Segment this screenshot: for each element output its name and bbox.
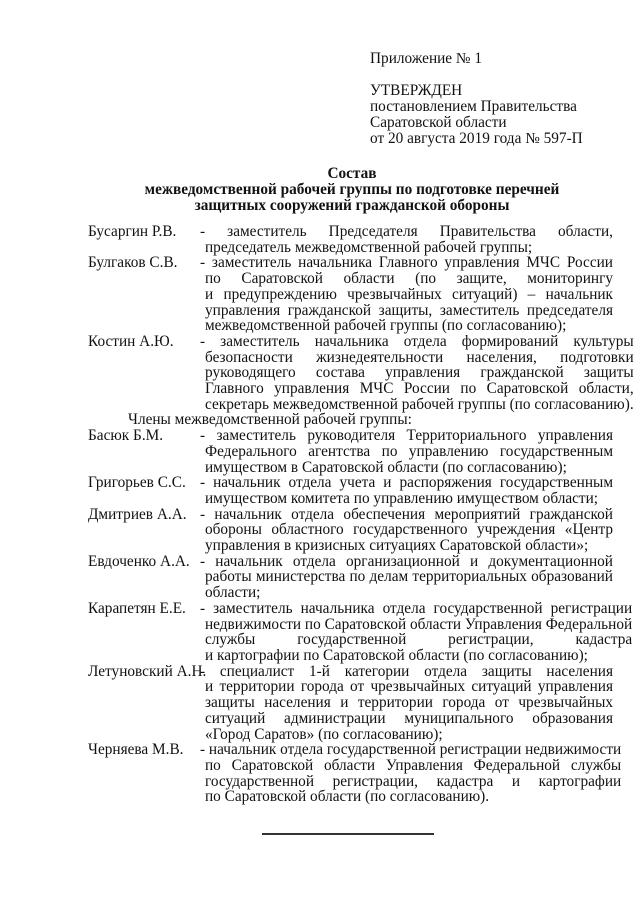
person-name: Черняева М.В. (88, 741, 184, 759)
person-name: Григорьев С.С. (88, 474, 186, 492)
person-name: Карапетян Е.Е. (88, 599, 186, 617)
role-line: Главного управления МЧС России по Саратовской области, (205, 380, 634, 398)
person-name: Костин А.Ю. (88, 332, 174, 350)
role-line: - начальник отдела учета и распоряжения государственным (200, 474, 613, 492)
person-role (200, 254, 613, 335)
person-role (200, 332, 634, 413)
person-name: Дмитриев А.А. (88, 505, 187, 523)
role-line: и предупреждению чрезвычайных ситуаций) – начальник (205, 285, 613, 303)
role-line: службы государственной регистрации, кадастра (205, 631, 633, 649)
role-line: - заместитель начальника Главного управления МЧС России (200, 254, 613, 272)
role-line: и картографии по Саратовской области (по согласованию); (205, 646, 588, 664)
person-entry (88, 664, 613, 743)
approval-block (370, 83, 583, 147)
role-line: работы министерства по делам территориальных образований (205, 568, 613, 586)
person-role (200, 505, 613, 555)
role-line: - заместитель Председателя Правительства области, (200, 223, 613, 240)
members-heading: Члены межведомственной рабочей группы: (128, 411, 412, 429)
person-role (200, 552, 613, 602)
role-line: - заместитель руководителя Территориального управления (200, 427, 613, 445)
person-name: Летуновский А.Н. (88, 662, 207, 680)
role-line: защиты населения и территории города от чрезвычайных (205, 694, 613, 712)
person-entry (88, 741, 622, 806)
role-line: - начальник отдела государственной регистрации недвижимости (200, 741, 622, 759)
person-entry (88, 475, 613, 506)
approval-line: Саратовской области (370, 114, 507, 131)
role-line: секретарь межведомственной рабочей группы (по согласованию). (205, 395, 634, 413)
person-entry (88, 507, 613, 554)
title-line: защитных сооружений гражданской обороны (194, 197, 510, 214)
composition-list (88, 223, 634, 806)
role-line: - начальник отдела обеспечения мероприятий гражданской (200, 505, 613, 523)
person-role (200, 741, 622, 806)
role-line: безопасности жизнедеятельности населения, подготовки (205, 348, 634, 366)
role-line: обороны областного государственного учреждения «Центр (205, 521, 613, 539)
role-line: области; (205, 584, 261, 602)
role-line: - заместитель начальника отдела государственной регистрации (200, 599, 633, 617)
approval-line: УТВЕРЖДЕН (370, 82, 463, 99)
person-role (200, 474, 613, 507)
role-line: ситуаций администрации муниципального образования (205, 709, 613, 727)
title-line: межведомственной рабочей группы по подготовке перечней (144, 181, 560, 198)
document-title (0, 166, 640, 214)
appendix-label: Приложение № 1 (370, 50, 482, 67)
person-entry (88, 224, 613, 255)
person-role (200, 599, 633, 664)
role-line: - специалист 1-й категории отдела защиты населения (200, 662, 613, 680)
role-line: - заместитель начальника отдела формирований культуры (200, 332, 634, 350)
person-entry (88, 554, 613, 601)
person-role (200, 662, 613, 743)
role-line: «Город Саратов» (по согласованию); (205, 725, 443, 743)
role-line: - начальник отдела организационной и документационной (200, 552, 613, 570)
person-entry (88, 255, 613, 334)
person-entry (88, 599, 633, 664)
role-line: управления в кризисных ситуациях Саратовской области»; (205, 537, 589, 555)
person-entry (88, 332, 634, 413)
person-name: Булгаков С.В. (88, 254, 178, 272)
role-line: недвижимости по Саратовской области Управления Федеральной (205, 615, 633, 633)
title-line: Состав (327, 165, 377, 182)
role-line: Федерального агентства по управлению государственным (205, 442, 613, 460)
approval-line: постановлением Правительства (370, 98, 577, 115)
role-line: межведомственной рабочей группы (по согласованию); (205, 317, 567, 335)
role-line: государственной регистрации, кадастра и картографии (205, 772, 622, 790)
person-name: Басюк Б.М. (88, 427, 164, 445)
role-line: по Саратовской области (по согласованию). (205, 788, 490, 806)
person-name: Бусаргин Р.В. (88, 223, 177, 240)
person-name: Евдоченко А.А. (88, 552, 190, 570)
role-line: руководящего состава управления гражданской защиты (205, 364, 634, 382)
closing-rule (262, 833, 434, 835)
person-role (200, 427, 613, 476)
role-line: управления гражданской защиты, заместитель председателя (205, 301, 613, 319)
role-line: председатель межведомственной рабочей группы; (205, 238, 533, 256)
approval-line: от 20 августа 2019 года № 597-П (370, 130, 583, 147)
members-list (88, 427, 633, 806)
role-line: имуществом в Саратовской области (по согласованию); (205, 458, 567, 476)
person-role (200, 223, 613, 256)
role-line: по Саратовской области Управления Федеральной службы (205, 756, 622, 774)
person-entry (88, 428, 613, 475)
role-line: имуществом комитета по управлению имуществом области; (205, 489, 599, 507)
leaders-list (88, 223, 634, 413)
role-line: и территории города от чрезвычайных ситуаций управления (205, 678, 613, 696)
role-line: по Саратовской области (по защите, мониторингу (205, 270, 613, 288)
